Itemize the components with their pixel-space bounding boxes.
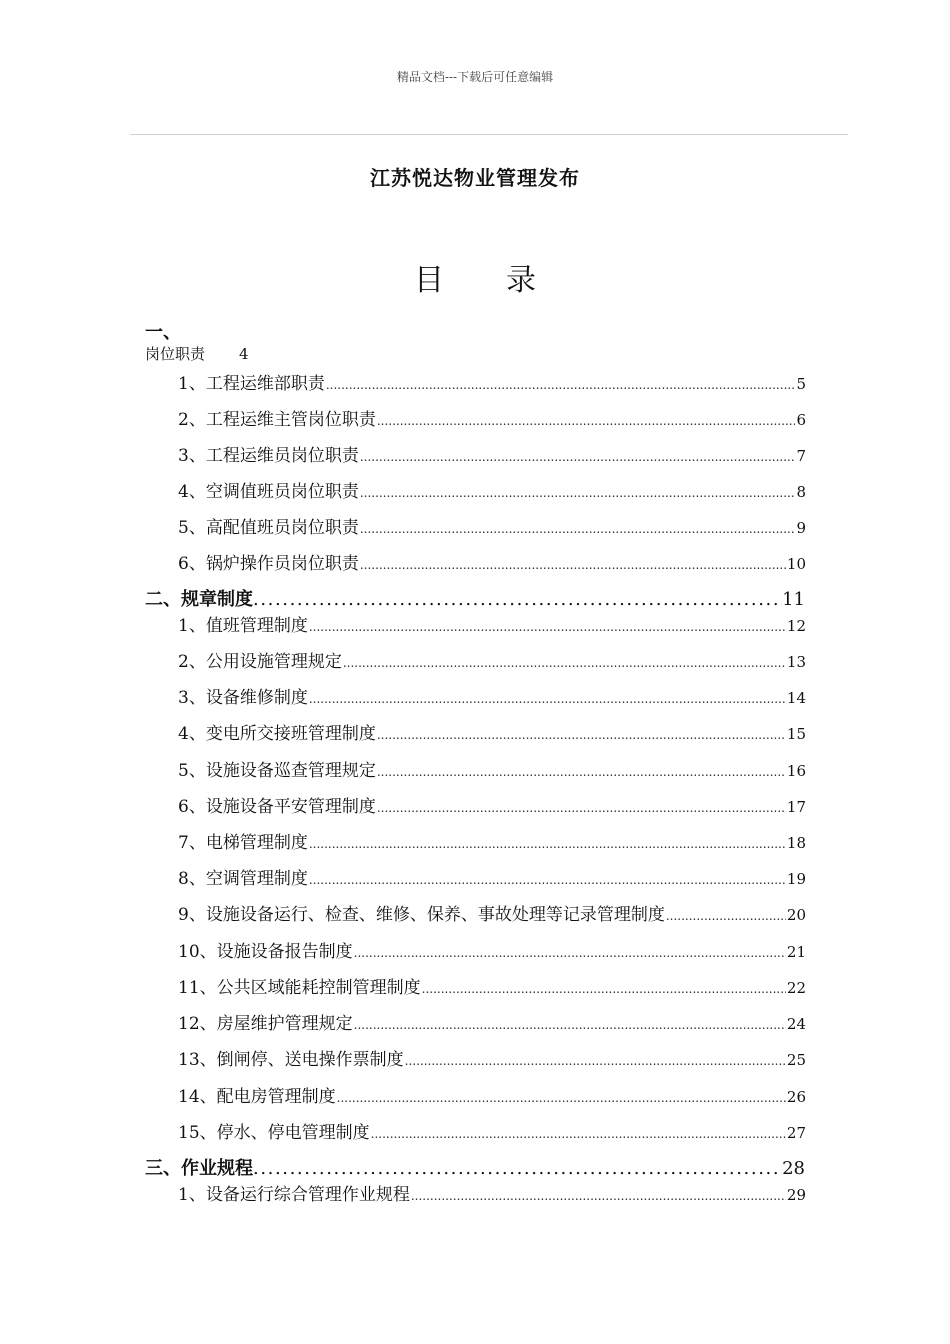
toc-entry[interactable] bbox=[178, 719, 806, 744]
toc-entry[interactable] bbox=[178, 683, 806, 708]
dot-leader bbox=[666, 909, 786, 923]
dot-leader bbox=[360, 558, 786, 572]
toc-entry-label: 1、设备运行综合管理作业规程 bbox=[178, 1185, 410, 1205]
toc-entry[interactable] bbox=[178, 369, 806, 394]
toc-entry-label: 7、电梯管理制度 bbox=[178, 833, 308, 853]
toc-entry-page: 26 bbox=[786, 1088, 806, 1106]
section-3-page: 28 bbox=[782, 1158, 805, 1179]
toc-entry-page: 18 bbox=[786, 834, 806, 852]
dot-leader bbox=[377, 728, 786, 742]
toc-entry[interactable] bbox=[178, 441, 806, 466]
toc-entry-label: 11、公共区域能耗控制管理制度 bbox=[178, 978, 421, 998]
dot-leader bbox=[411, 1189, 786, 1203]
toc-entry[interactable] bbox=[178, 973, 806, 998]
toc-entry-page: 5 bbox=[796, 375, 806, 393]
toc-entry-page: 19 bbox=[786, 870, 806, 888]
toc-entry-page: 7 bbox=[796, 447, 806, 465]
toc-entry-label: 13、倒闸停、送电操作票制度 bbox=[178, 1050, 404, 1070]
toc-entry[interactable] bbox=[178, 405, 806, 430]
toc-entry-label: 12、房屋维护管理规定 bbox=[178, 1014, 353, 1034]
toc-entry-label: 4、空调值班员岗位职责 bbox=[178, 482, 359, 502]
toc-entry-label: 5、设施设备巡查管理规定 bbox=[178, 761, 376, 781]
section-2-page: 11 bbox=[782, 589, 805, 610]
toc-entry-label: 2、工程运维主管岗位职责 bbox=[178, 410, 376, 430]
toc-entry-page: 22 bbox=[786, 979, 806, 997]
toc-entry-label: 15、停水、停电管理制度 bbox=[178, 1123, 370, 1143]
section-1-heading: 一、 bbox=[145, 322, 181, 343]
section-2-heading: 二、规章制度 bbox=[145, 589, 253, 610]
toc-entry-page: 25 bbox=[786, 1051, 806, 1069]
toc-entry-page: 17 bbox=[786, 798, 806, 816]
dot-leader bbox=[309, 692, 786, 706]
dot-leader bbox=[360, 522, 796, 536]
dot-leader bbox=[343, 656, 786, 670]
toc-entry-page: 9 bbox=[796, 519, 806, 537]
section-1-entry[interactable] bbox=[145, 343, 249, 364]
section-1-page: 4 bbox=[239, 345, 249, 363]
toc-entry[interactable] bbox=[178, 937, 806, 962]
document-title: 江苏悦达物业管理发布 bbox=[370, 166, 580, 190]
section-3-heading: 三、作业规程 bbox=[145, 1158, 253, 1179]
toc-entry-page: 8 bbox=[796, 483, 806, 501]
toc-entry-label: 1、工程运维部职责 bbox=[178, 374, 325, 394]
toc-entry-page: 27 bbox=[786, 1124, 806, 1142]
dot-leader bbox=[253, 589, 782, 610]
toc-entry-label: 8、空调管理制度 bbox=[178, 869, 308, 889]
toc-entry[interactable] bbox=[178, 828, 806, 853]
dot-leader bbox=[360, 486, 796, 500]
toc-entry[interactable] bbox=[178, 477, 806, 502]
dot-leader bbox=[309, 837, 786, 851]
toc-entry[interactable] bbox=[178, 647, 806, 672]
toc-entry[interactable] bbox=[178, 756, 806, 781]
dot-leader bbox=[422, 982, 786, 996]
toc-entry[interactable] bbox=[178, 1045, 806, 1070]
toc-entry-page: 10 bbox=[786, 555, 806, 573]
toc-entry[interactable] bbox=[178, 792, 806, 817]
toc-entry-label: 9、设施设备运行、检查、维修、保养、事故处理等记录管理制度 bbox=[178, 905, 665, 925]
toc-entry-label: 2、公用设施管理规定 bbox=[178, 652, 342, 672]
toc-title bbox=[0, 255, 950, 299]
toc-entry-page: 12 bbox=[786, 617, 806, 635]
toc-entry[interactable] bbox=[178, 900, 806, 925]
toc-entry[interactable] bbox=[178, 1180, 806, 1205]
dot-leader bbox=[354, 1018, 786, 1032]
toc-entry-label: 3、工程运维员岗位职责 bbox=[178, 446, 359, 466]
toc-entry-page: 20 bbox=[786, 906, 806, 924]
toc-entry-page: 14 bbox=[786, 689, 806, 707]
section-1-label: 岗位职责 bbox=[145, 345, 206, 363]
toc-entry[interactable] bbox=[178, 1009, 806, 1034]
toc-entry-page: 29 bbox=[786, 1186, 806, 1204]
dot-leader bbox=[337, 1091, 786, 1105]
dot-leader bbox=[377, 414, 796, 428]
toc-title-right: 录 bbox=[506, 263, 536, 298]
toc-entry-label: 10、设施设备报告制度 bbox=[178, 942, 353, 962]
toc-entry[interactable] bbox=[178, 611, 806, 636]
toc-entry-label: 14、配电房管理制度 bbox=[178, 1087, 336, 1107]
dot-leader bbox=[354, 946, 786, 960]
toc-entry-label: 4、变电所交接班管理制度 bbox=[178, 724, 376, 744]
toc-entry[interactable] bbox=[178, 513, 806, 538]
dot-leader bbox=[326, 378, 796, 392]
toc-entry[interactable] bbox=[178, 1118, 806, 1143]
page-header: 精品文档---下载后可任意编辑 bbox=[396, 70, 554, 84]
dot-leader bbox=[405, 1054, 786, 1068]
toc-entry-page: 16 bbox=[786, 762, 806, 780]
toc-entry-page: 6 bbox=[796, 411, 806, 429]
toc-title-left: 目 bbox=[414, 263, 444, 298]
toc-entry[interactable] bbox=[178, 864, 806, 889]
toc-entry-label: 6、设施设备平安管理制度 bbox=[178, 797, 376, 817]
section-2-entry[interactable] bbox=[145, 585, 805, 611]
section-3-entry[interactable] bbox=[145, 1154, 805, 1180]
header-divider bbox=[130, 134, 848, 135]
dot-leader bbox=[371, 1127, 786, 1141]
toc-entry[interactable] bbox=[178, 1082, 806, 1107]
dot-leader bbox=[309, 873, 786, 887]
dot-leader bbox=[253, 1158, 782, 1179]
toc-entry-label: 6、锅炉操作员岗位职责 bbox=[178, 554, 359, 574]
toc-entry[interactable] bbox=[178, 549, 806, 574]
toc-entry-label: 3、设备维修制度 bbox=[178, 688, 308, 708]
dot-leader bbox=[377, 801, 786, 815]
toc-entry-page: 13 bbox=[786, 653, 806, 671]
toc-entry-page: 15 bbox=[786, 725, 806, 743]
toc-entry-label: 5、高配值班员岗位职责 bbox=[178, 518, 359, 538]
dot-leader bbox=[360, 450, 796, 464]
toc-entry-page: 21 bbox=[786, 943, 806, 961]
toc-entry-label: 1、值班管理制度 bbox=[178, 616, 308, 636]
dot-leader bbox=[309, 620, 786, 634]
toc-entry-page: 24 bbox=[786, 1015, 806, 1033]
dot-leader bbox=[377, 765, 786, 779]
